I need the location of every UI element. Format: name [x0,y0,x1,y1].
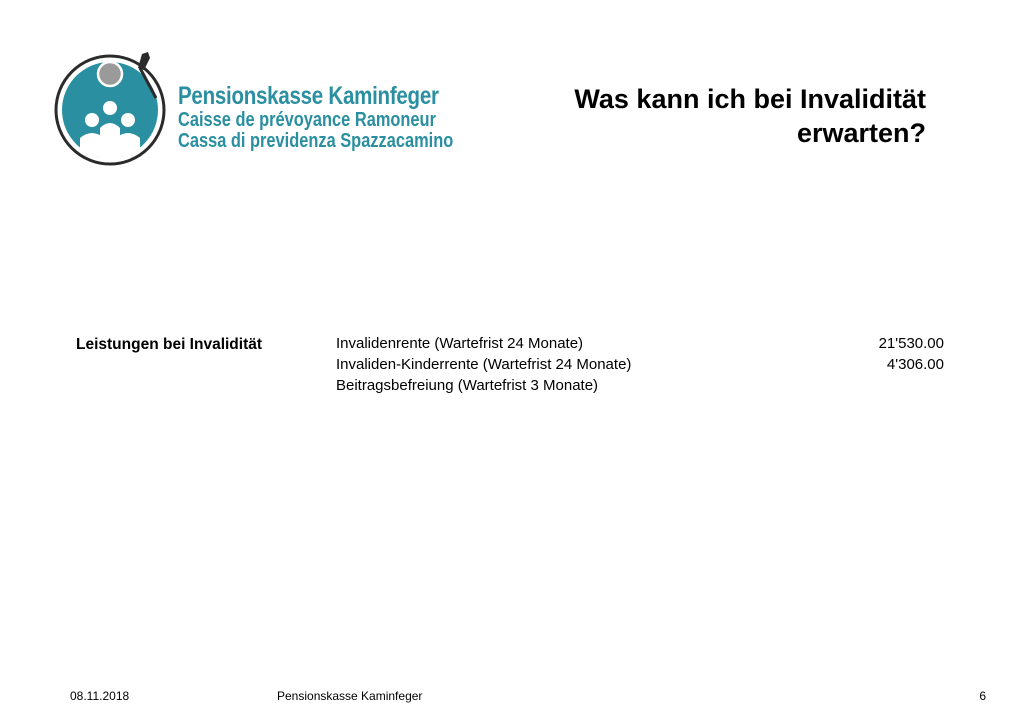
benefit-label: Invaliden-Kinderrente (Wartefrist 24 Monate) [336,356,632,373]
benefit-value: 21'530.00 [878,335,944,352]
slide-title-line2: erwarten? [796,118,926,148]
footer-date: 08.11.2018 [70,689,130,703]
footer-organization: Pensionskasse Kaminfeger [277,689,423,703]
benefit-row [336,354,944,375]
benefit-label: Invalidenrente (Wartefrist 24 Monate) [336,335,584,352]
logo-name-de: Pensionskasse Kaminfeger [178,82,439,110]
benefit-value: 4'306.00 [886,356,944,373]
benefit-row [336,375,944,396]
footer-page-number: 6 [979,689,986,703]
organization-logo-text [178,82,514,152]
chimney-sweep-family-logo-icon [52,48,172,168]
logo-name-fr: Caisse de prévoyance Ramoneur [178,109,436,131]
benefits-rows [336,333,944,396]
logo-name-it: Cassa di previdenza Spazzacamino [178,130,454,152]
benefit-label: Beitragsbefreiung (Wartefrist 3 Monate) [336,377,599,394]
benefits-section-label: Leistungen bei Invalidität [76,336,263,353]
slide-title-line1: Was kann ich bei Invalidität [574,84,926,114]
slide-title [506,82,926,150]
benefit-row [336,333,944,354]
